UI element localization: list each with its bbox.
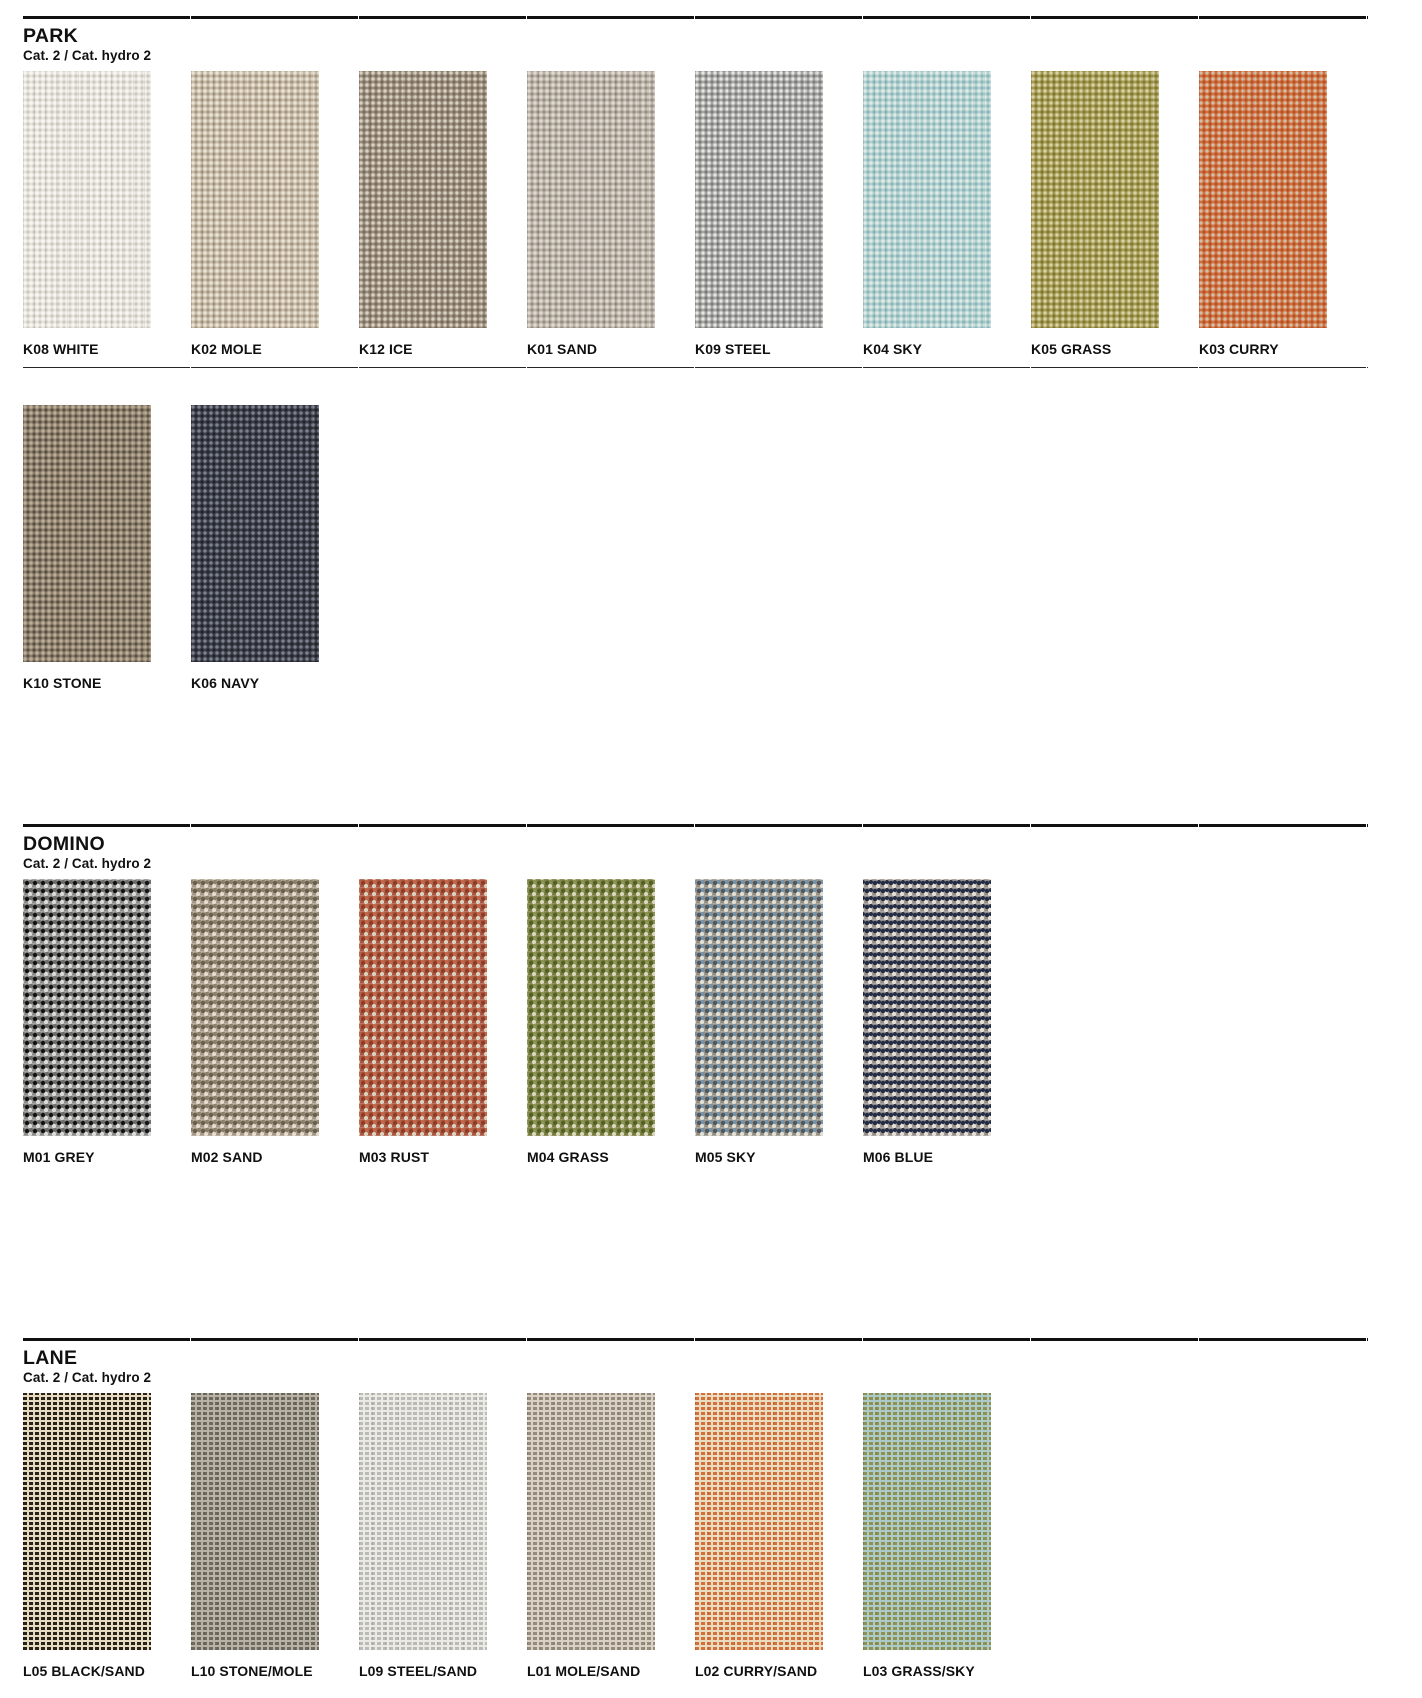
section-top-rule <box>23 1338 1368 1341</box>
fabric-swatch-image <box>527 1393 655 1650</box>
fabric-swatch-image <box>191 1393 319 1650</box>
swatch-m01 <box>23 879 191 1165</box>
section-domino <box>23 824 1368 1165</box>
swatch-label: K01 SAND <box>527 341 598 357</box>
swatch-label: K05 GRASS <box>1031 341 1112 357</box>
section-title: LANE <box>23 1347 78 1369</box>
swatch-row <box>23 405 1368 691</box>
swatch-label: K12 ICE <box>359 341 413 357</box>
section-title: PARK <box>23 25 79 47</box>
fabric-swatch-image <box>359 1393 487 1650</box>
swatch-rows <box>23 71 1368 691</box>
swatch-m05 <box>695 879 863 1165</box>
swatch-row <box>23 879 1368 1165</box>
swatch-l09 <box>359 1393 527 1679</box>
fabric-swatch-image <box>23 1393 151 1650</box>
fabric-swatch-image <box>23 879 151 1136</box>
swatch-label: M01 GREY <box>23 1149 95 1165</box>
fabric-swatch-image <box>1199 71 1327 328</box>
swatch-row <box>23 71 1368 357</box>
swatch-l03 <box>863 1393 1031 1679</box>
fabric-swatch-image <box>359 879 487 1136</box>
swatch-label: M06 BLUE <box>863 1149 934 1165</box>
swatch-k04 <box>863 71 1031 357</box>
swatch-row <box>23 1393 1368 1679</box>
swatch-label: K08 WHITE <box>23 341 99 357</box>
fabric-swatch-image <box>863 1393 991 1650</box>
swatch-label: L09 STEEL/SAND <box>359 1663 478 1679</box>
fabric-swatch-image <box>695 1393 823 1650</box>
swatch-m02 <box>191 879 359 1165</box>
swatch-k02 <box>191 71 359 357</box>
section-top-rule <box>23 824 1368 827</box>
fabric-swatch-image <box>527 879 655 1136</box>
section-park <box>23 0 1368 691</box>
section-subtitle: Cat. 2 / Cat. hydro 2 <box>23 1370 152 1385</box>
swatch-k12 <box>359 71 527 357</box>
fabric-swatch-image <box>359 71 487 328</box>
swatch-k05 <box>1031 71 1199 357</box>
fabric-swatch-image <box>191 879 319 1136</box>
swatch-label: K06 NAVY <box>191 675 260 691</box>
section-top-rule <box>23 16 1368 19</box>
swatch-l02 <box>695 1393 863 1679</box>
fabric-swatch-image <box>1031 71 1159 328</box>
swatch-rows <box>23 1393 1368 1679</box>
swatch-label: L03 GRASS/SKY <box>863 1663 975 1679</box>
row-divider <box>23 367 1368 368</box>
section-lane <box>23 1338 1368 1679</box>
fabric-swatch-image <box>863 879 991 1136</box>
swatch-rows <box>23 879 1368 1165</box>
swatch-l05 <box>23 1393 191 1679</box>
swatch-m06 <box>863 879 1031 1165</box>
swatch-label: K10 STONE <box>23 675 102 691</box>
section-title: DOMINO <box>23 833 105 855</box>
fabric-swatch-image <box>863 71 991 328</box>
swatch-m04 <box>527 879 695 1165</box>
swatch-m03 <box>359 879 527 1165</box>
swatch-k06 <box>191 405 359 691</box>
swatch-k01 <box>527 71 695 357</box>
fabric-swatch-image <box>191 405 319 662</box>
swatch-label: M03 RUST <box>359 1149 430 1165</box>
swatch-label: L02 CURRY/SAND <box>695 1663 818 1679</box>
swatch-label: L01 MOLE/SAND <box>527 1663 641 1679</box>
swatch-k09 <box>695 71 863 357</box>
swatch-label: M04 GRASS <box>527 1149 609 1165</box>
swatch-k10 <box>23 405 191 691</box>
section-subtitle: Cat. 2 / Cat. hydro 2 <box>23 856 152 871</box>
fabric-swatch-image <box>191 71 319 328</box>
swatch-label: K02 MOLE <box>191 341 262 357</box>
swatch-label: K09 STEEL <box>695 341 771 357</box>
swatch-label: K04 SKY <box>863 341 923 357</box>
section-subtitle: Cat. 2 / Cat. hydro 2 <box>23 48 152 63</box>
fabric-swatch-image <box>527 71 655 328</box>
swatch-label: M02 SAND <box>191 1149 263 1165</box>
fabric-swatch-image <box>23 405 151 662</box>
swatch-k03 <box>1199 71 1367 357</box>
swatch-label: L10 STONE/MOLE <box>191 1663 313 1679</box>
swatch-l01 <box>527 1393 695 1679</box>
fabric-swatch-image <box>695 71 823 328</box>
fabric-swatch-image <box>23 71 151 328</box>
swatch-k08 <box>23 71 191 357</box>
swatch-label: M05 SKY <box>695 1149 756 1165</box>
fabric-swatch-image <box>695 879 823 1136</box>
swatch-label: K03 CURRY <box>1199 341 1279 357</box>
swatch-l10 <box>191 1393 359 1679</box>
swatch-label: L05 BLACK/SAND <box>23 1663 145 1679</box>
